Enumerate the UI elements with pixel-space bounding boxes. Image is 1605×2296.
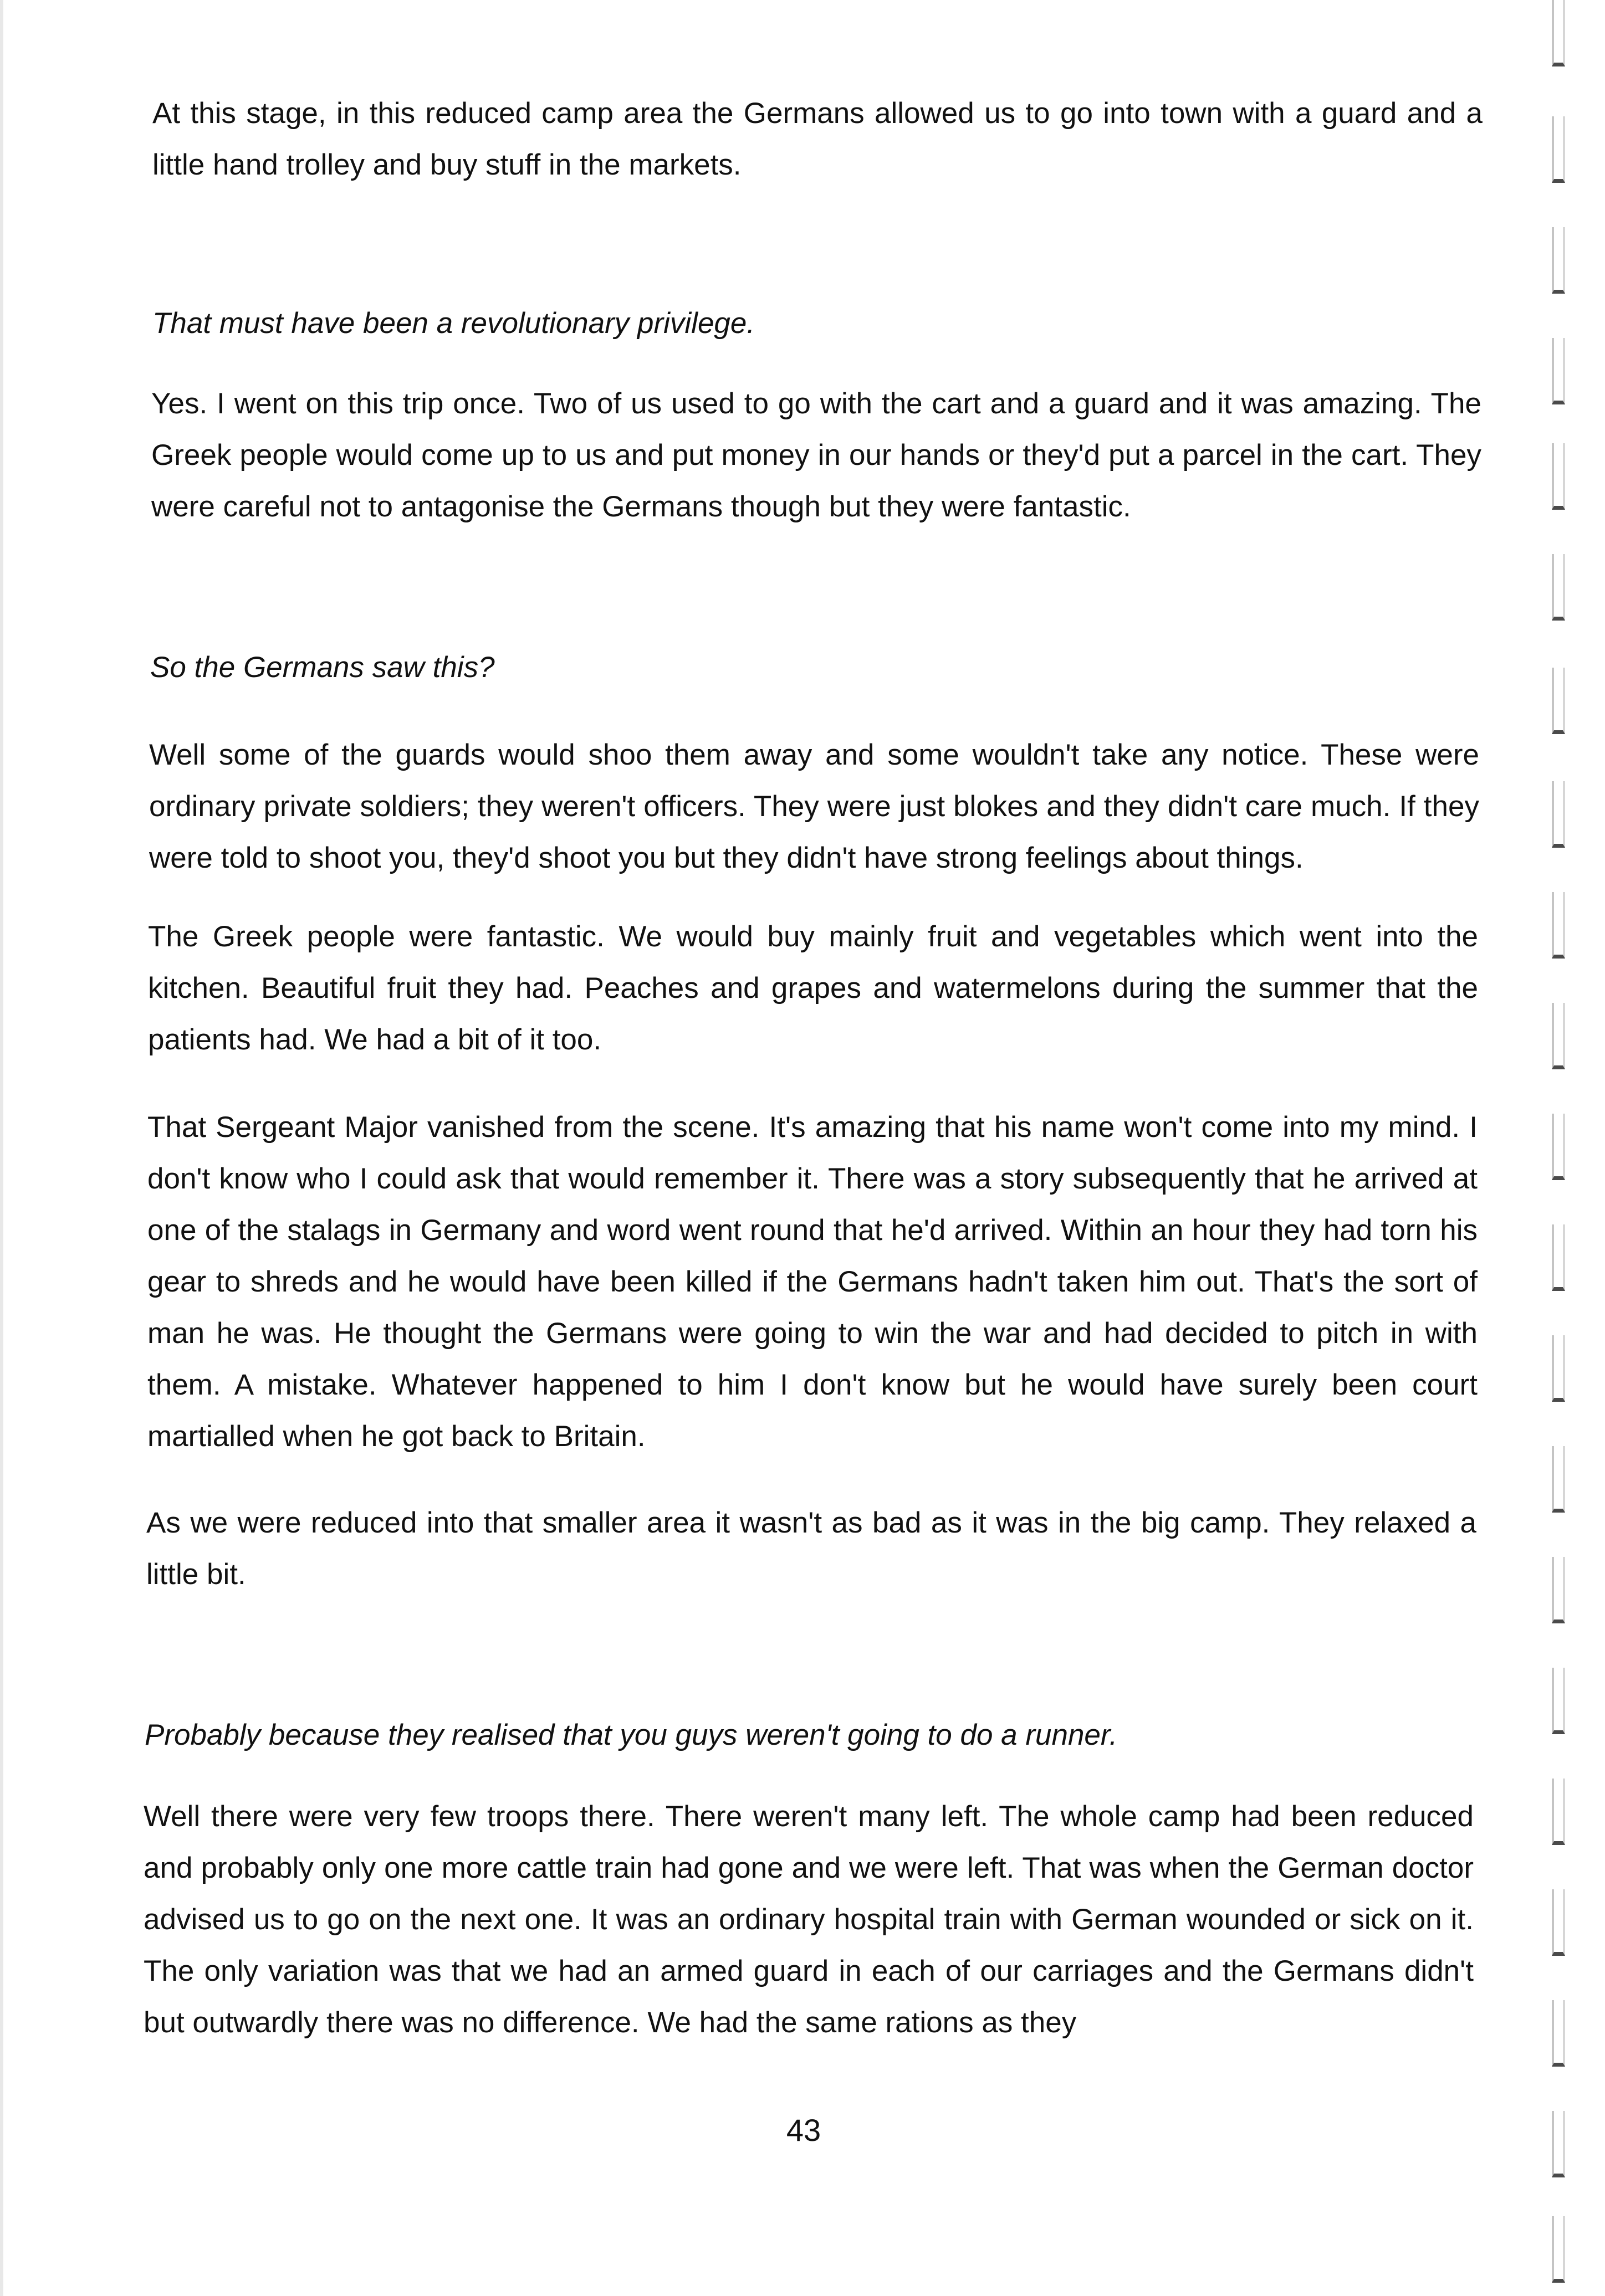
binding-hole <box>1552 338 1565 404</box>
binding-hole <box>1552 1557 1565 1623</box>
binding-hole <box>1552 1779 1565 1845</box>
binding-hole <box>1552 668 1565 734</box>
binding-hole <box>1552 892 1565 959</box>
binding-hole <box>1552 2000 1565 2067</box>
paragraph-fruit-vegetables: The Greek people were fantastic. We would buy mainly fruit and vegetables which went into the kitchen. Beautiful fruit they had. Peaches and grapes and watermelons during the summer that the patients had. We had a bit of it too. <box>148 920 1478 1056</box>
page-number: 43 <box>786 2113 821 2148</box>
binding-hole <box>1552 116 1565 183</box>
binding-hole <box>1552 2111 1565 2177</box>
binding-hole <box>1552 0 1565 66</box>
paragraph-greek-people-cart: Yes. I went on this trip once. Two of us used to go with the cart and a guard and it was amazing. The Greek people would come up to us and put money in our hands or they'd put a parcel in the cart. They were careful not to antagonise the Germans though but they were fantastic. <box>151 387 1481 523</box>
binding-hole <box>1552 1446 1565 1513</box>
binding-hole <box>1552 227 1565 294</box>
paragraph-town-trips: At this stage, in this reduced camp area the Germans allowed us to go into town with a guard and a little hand trolley and buy stuff in the markets. <box>152 97 1483 181</box>
binding-hole <box>1552 1668 1565 1734</box>
binding-hole <box>1552 1889 1565 1956</box>
paragraph-smaller-area: As we were reduced into that smaller area it wasn't as bad as it was in the big camp. They relaxed a little bit. <box>146 1506 1476 1591</box>
scan-edge <box>0 0 3 2296</box>
binding-hole <box>1552 554 1565 621</box>
paragraph-guards: Well some of the guards would shoo them away and some wouldn't take any notice. These were ordinary private soldiers; they weren't officers. They were just blokes and they didn't care much. If they were told to shoot you, they'd shoot you but they didn't have strong feelings about things. <box>149 739 1479 874</box>
binding-hole <box>1552 1224 1565 1291</box>
binding-hole <box>1552 1003 1565 1069</box>
question-revolutionary-privilege: That must have been a revolutionary privilege. <box>152 307 755 340</box>
binding-hole <box>1552 1335 1565 1402</box>
question-doing-a-runner: Probably because they realised that you guys weren't going to do a runner. <box>145 1719 1118 1751</box>
binding-hole <box>1552 1114 1565 1180</box>
binding-hole <box>1552 2216 1565 2283</box>
binding-hole <box>1552 781 1565 848</box>
binding-holes <box>1552 0 1580 2296</box>
paragraph-hospital-train: Well there were very few troops there. There weren't many left. The whole camp had been reduced and probably only one more cattle train had gone and we were left. That was when the German doctor advised us to go on the next one. It was an ordinary hospital train with German wounded or sick on it. The only variation was that we had an armed guard in each of our carriages and the Germans didn't but outwardly there was no difference. We had the same rations as they <box>144 1800 1474 2039</box>
question-germans-saw-this: So the Germans saw this? <box>150 651 495 684</box>
paragraph-sergeant-major: That Sergeant Major vanished from the scene. It's amazing that his name won't come into my mind. I don't know who I could ask that would remember it. There was a story subsequently that he arrived at one of the stalags in Germany and word went round that he'd arrived. Within an hour they had torn his gear to shreds and he would have been killed if the Germans hadn't taken him out. That's the sort of man he was. He thought the Germans were going to win the war and had decided to pitch in with them. A mistake. Whatever happened to him I don't know but he would have surely been court martialled when he got back to Britain. <box>147 1111 1478 1453</box>
binding-hole <box>1552 443 1565 510</box>
